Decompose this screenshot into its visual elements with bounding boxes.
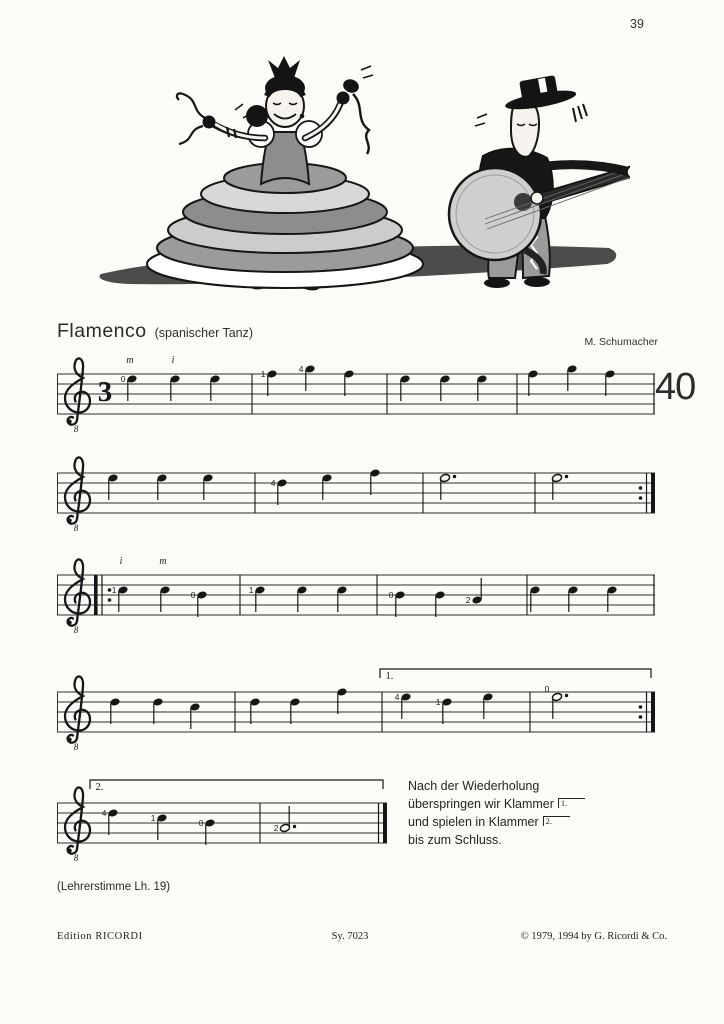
clef-octave-8: 8 (73, 625, 79, 635)
teacher-part-note: (Lehrerstimme Lh. 19) (57, 881, 171, 893)
clef-octave-8: 8 (73, 424, 79, 434)
publisher: Edition RICORDI (57, 931, 143, 942)
volta-1-symbol: 1. (558, 798, 585, 808)
repeat-dot (639, 496, 643, 500)
finger-number: 0 (198, 818, 204, 828)
finger-number: 4 (270, 478, 276, 488)
clef-dot (68, 849, 72, 853)
plate-number: Sy. 7023 (331, 931, 369, 942)
clef-dot (68, 519, 72, 523)
piece-title: Flamenco (57, 320, 147, 342)
final-thick-barline (383, 803, 387, 843)
guitarist-face (511, 102, 539, 157)
treble-clef (65, 676, 90, 738)
finger-number: 1 (150, 813, 156, 823)
guitarist-shoe-left (484, 278, 510, 288)
page-number: 39 (630, 17, 644, 31)
piece-subtitle: (spanischer Tanz) (154, 326, 254, 340)
volta-label: 1. (385, 671, 394, 682)
staff-system-2 (57, 443, 667, 535)
castanet-ribbon (353, 94, 369, 154)
finger-number: 0 (120, 374, 126, 384)
clef-dot (68, 420, 72, 424)
instruction-line: Nach der Wiederholung (408, 779, 540, 793)
motion-marks-guitarist (475, 114, 487, 126)
dancer-earring (300, 114, 305, 119)
volta-bracket (380, 669, 651, 678)
piece-number: 40 (655, 366, 696, 408)
instruction-line: bis zum Schluss. (408, 833, 502, 847)
hat-tassels (573, 104, 587, 122)
right-hand-finger-letter: m (126, 355, 134, 366)
finger-number: 4 (394, 692, 400, 702)
staff-system-3 (57, 545, 667, 637)
guitarist-hand-strum (531, 192, 543, 204)
clef-octave-8: 8 (73, 853, 79, 863)
clef-dot (68, 621, 72, 625)
volta-2-symbol: 2. (543, 816, 570, 826)
clef-dot (68, 738, 72, 742)
final-thick-barline (651, 473, 655, 513)
staff-system-5 (57, 773, 397, 865)
clef-octave-8: 8 (73, 523, 79, 533)
volta-label: 2. (95, 782, 104, 793)
copyright: © 1979, 1994 by G. Ricordi & Co. (520, 931, 667, 942)
piece-title-row (57, 320, 253, 343)
finger-number: 1 (248, 585, 254, 595)
treble-clef (65, 787, 90, 849)
time-signature: 3 (97, 376, 113, 408)
finger-number: 4 (298, 364, 304, 374)
begin-repeat-thick (94, 575, 98, 615)
repeat-dot (639, 486, 643, 490)
instruction-line: überspringen wir Klammer 1. (408, 795, 668, 813)
finger-number: 1 (435, 697, 441, 707)
right-hand-finger-letter: m (159, 556, 167, 567)
finger-number: 4 (101, 808, 107, 818)
treble-clef (65, 358, 90, 420)
augmentation-dot (565, 475, 568, 478)
finger-number: 2 (465, 595, 471, 605)
finger-number: 2 (273, 823, 279, 833)
dancer-arm-right (305, 102, 341, 138)
staff-system-4 (57, 662, 667, 754)
repeat-dot (639, 715, 643, 719)
finger-number: 1 (111, 585, 117, 595)
guitarist-shoe-right (524, 277, 550, 287)
finger-number: 0 (388, 590, 394, 600)
finger-number: 0 (544, 684, 550, 694)
staff-system-1 (57, 344, 667, 436)
repeat-dot (108, 588, 112, 592)
dancer-skirt (147, 163, 423, 288)
finger-number: 1 (260, 369, 266, 379)
final-thick-barline (651, 692, 655, 732)
volta-bracket (90, 780, 383, 789)
dancer-hair-bun (246, 105, 268, 127)
repeat-dot (108, 598, 112, 602)
treble-clef (65, 457, 90, 519)
composer-name: M. Schumacher (584, 336, 658, 348)
repeat-instructions (408, 777, 668, 849)
illustration-flamenco-cartoon (85, 26, 630, 311)
instruction-line: und spielen in Klammer 2. (408, 813, 668, 831)
treble-clef (65, 559, 90, 621)
guitarist-arm (547, 165, 630, 172)
guitarist-hat (501, 72, 577, 113)
augmentation-dot (565, 694, 568, 697)
dancer (147, 56, 423, 292)
right-hand-finger-letter: i (119, 556, 123, 567)
dancer-ribbon-left (177, 93, 205, 144)
finger-number: 0 (190, 590, 196, 600)
augmentation-dot (453, 475, 456, 478)
repeat-dot (639, 705, 643, 709)
right-hand-finger-letter: i (171, 355, 175, 366)
clef-octave-8: 8 (73, 742, 79, 752)
augmentation-dot (293, 825, 296, 828)
dancer-glove-right (337, 92, 350, 105)
dancer-comb (268, 56, 300, 78)
